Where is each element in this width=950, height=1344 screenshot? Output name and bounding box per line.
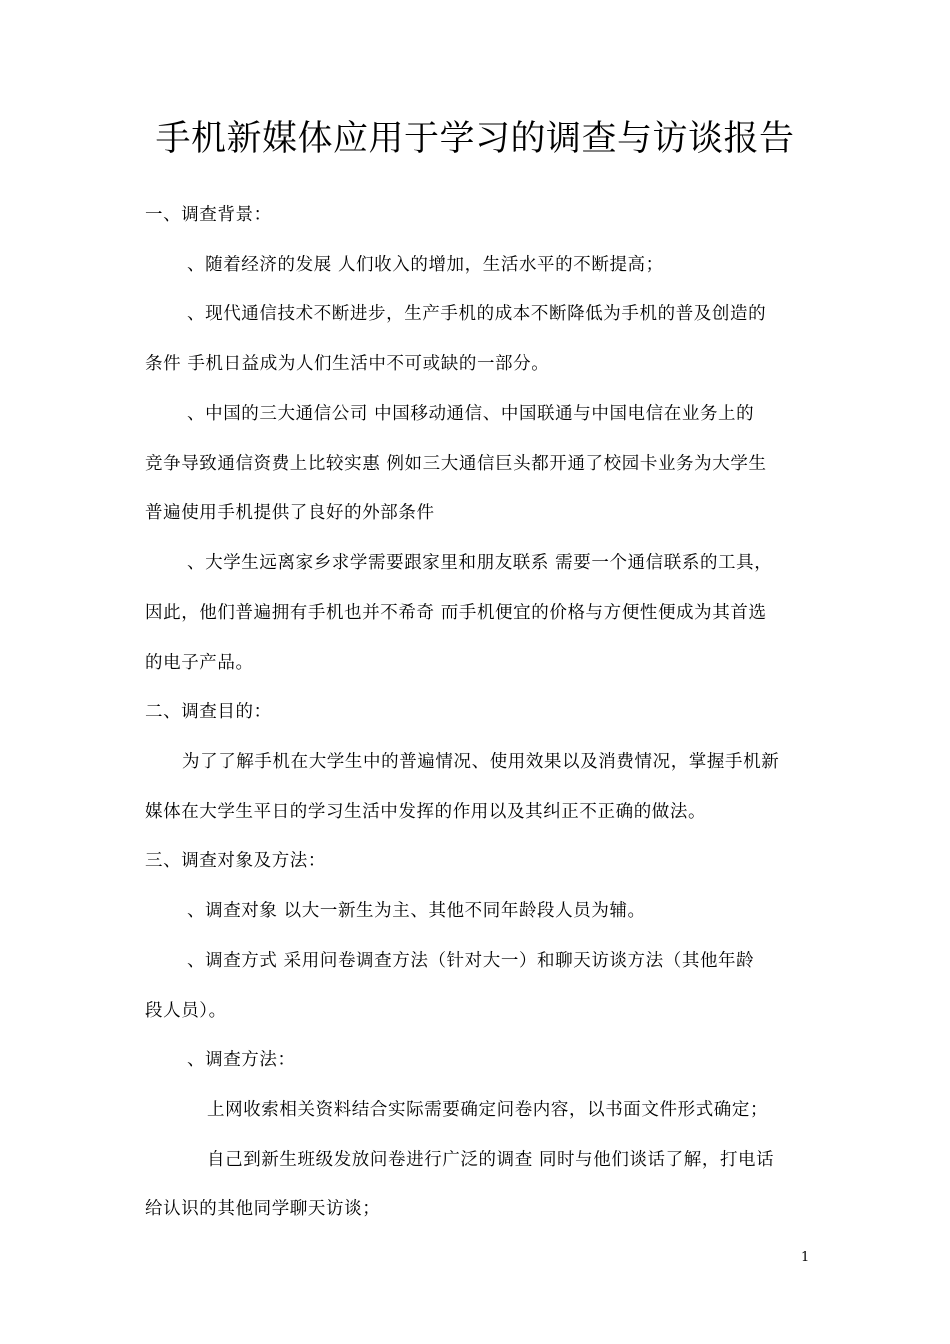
paragraph-line: 、随着经济的发展 人们收入的增加，生活水平的不断提高；: [187, 255, 664, 275]
section-heading-purpose: 二、调查目的：: [145, 702, 272, 722]
paragraph-line: 、调查方式 采用问卷调查方法（针对大一）和聊天访谈方法（其他年龄: [187, 951, 755, 971]
paragraph-line: 为了了解手机在大学生中的普遍情况、使用效果以及消费情况，掌握手机新: [182, 752, 780, 772]
paragraph-line: 、现代通信技术不断进步，生产手机的成本不断降低为手机的普及创造的: [187, 304, 767, 324]
section-heading-background: 一、调查背景：: [145, 205, 272, 225]
paragraph-line: 媒体在大学生平日的学习生活中发挥的作用以及其纠正不正确的做法。: [145, 802, 707, 822]
paragraph-line: 普遍使用手机提供了良好的外部条件: [145, 503, 435, 523]
paragraph-line: 给认识的其他同学聊天访谈；: [145, 1199, 381, 1219]
paragraph-line: 段人员）。: [145, 1001, 227, 1021]
document-title: 手机新媒体应用于学习的调查与访谈报告: [155, 119, 795, 159]
page-number: 1: [801, 1250, 810, 1265]
paragraph-line: 因此，他们普遍拥有手机也并不希奇 而手机便宜的价格与方便性便成为其首选: [145, 603, 767, 623]
paragraph-line: 上网收索相关资料结合实际需要确定问卷内容，以书面文件形式确定；: [207, 1100, 769, 1120]
paragraph-line: 竞争导致通信资费上比较实惠 例如三大通信巨头都开通了校园卡业务为大学生: [145, 454, 767, 474]
paragraph-line: 条件 手机日益成为人们生活中不可或缺的一部分。: [145, 354, 550, 374]
paragraph-line: 自己到新生班级发放问卷进行广泛的调查 同时与他们谈话了解，打电话: [207, 1150, 775, 1170]
section-heading-subjects-methods: 三、调查对象及方法：: [145, 851, 326, 871]
paragraph-line: 的电子产品。: [145, 653, 254, 673]
paragraph-line: 、大学生远离家乡求学需要跟家里和朋友联系 需要一个通信联系的工具，: [187, 553, 773, 573]
paragraph-line: 、调查对象 以大一新生为主、其他不同年龄段人员为辅。: [187, 901, 646, 921]
paragraph-line: 、中国的三大通信公司 中国移动通信、中国联通与中国电信在业务上的: [187, 404, 755, 424]
paragraph-line: 、调查方法：: [187, 1050, 296, 1070]
